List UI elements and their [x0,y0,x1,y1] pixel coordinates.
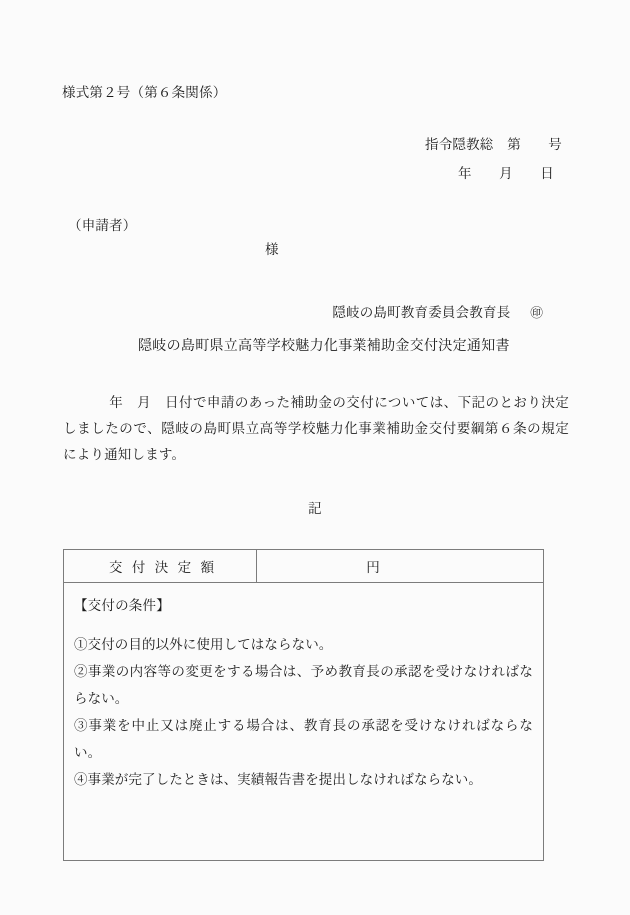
conditions-list [74,631,533,793]
issuer-line [318,292,543,333]
amount-unit-cell: 円 [257,550,544,583]
conditions-heading: 【交付の条件】 [74,598,170,613]
form-number: 様式第２号（第６条関係） [62,85,227,100]
list-item: ④事業が完了したときは、実績報告書を提出しなければならない。 [74,772,482,787]
list-item: ③事業を中止又は廃止する場合は、教育長の承認を受けなければならない。 [74,718,533,760]
amount-label-cell: 交 付 決 定 額 [64,550,257,583]
addressee-honorific: 様 [265,242,279,257]
table-row-amount [64,550,544,583]
body-paragraph-text: 年 月 日付で申請のあった補助金の交付については、下記のとおり決定しましたので、隠岐の島町県立高等学校魅力化事業補助金交付要綱第６条の規定により通知します。 [63,395,569,462]
applicant-label: （申請者） [68,218,137,233]
decision-table [63,549,544,861]
seal-icon: ㊞ [530,305,544,320]
list-item: ①交付の目的以外に使用してはならない。 [74,637,333,652]
document-date-line: 年 月 日 [458,166,554,181]
table-row-conditions [64,583,544,861]
issuer-name: 隠岐の島町教育委員会教育長 [332,304,511,320]
conditions-spacer [74,619,533,631]
body-paragraph [63,390,569,468]
document-control-number: 指令隠教総 第 号 [425,137,562,152]
document-title: 隠岐の島町県立高等学校魅力化事業補助金交付決定通知書 [138,339,510,354]
conditions-cell [64,583,544,861]
list-item: ②事業の内容等の変更をする場合は、予め教育長の承認を受けなければならない。 [74,664,533,706]
kiroku-mark: 記 [308,501,322,516]
